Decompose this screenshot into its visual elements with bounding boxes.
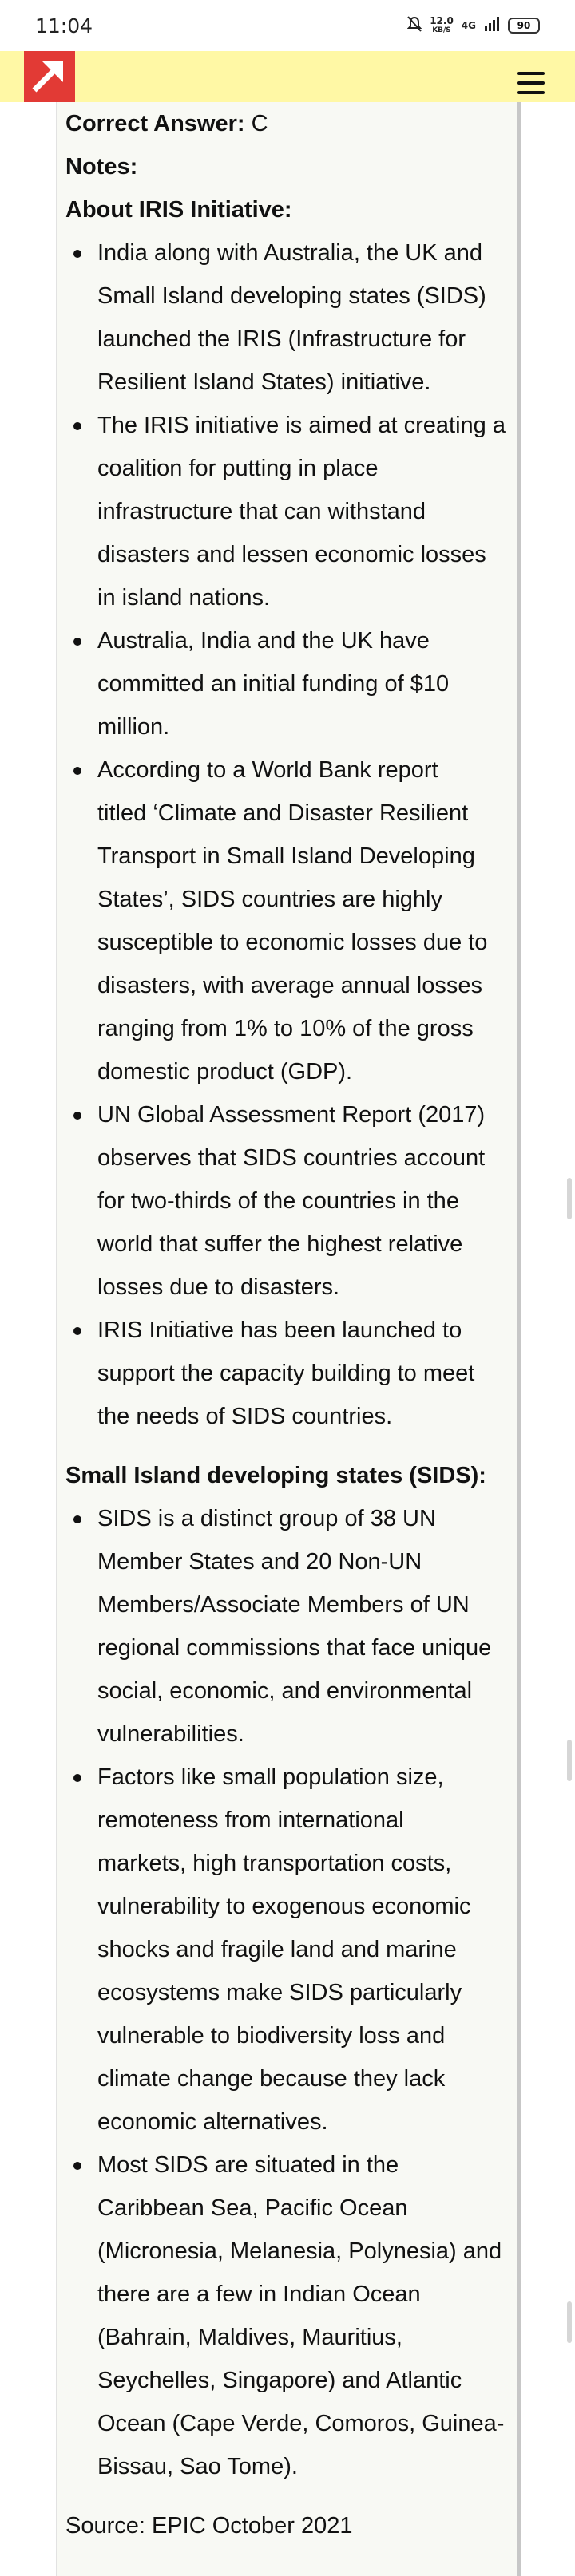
line: markets, high transportation costs, xyxy=(97,1851,452,1876)
mute-icon xyxy=(407,16,422,35)
line: susceptible to economic losses due to xyxy=(97,930,488,955)
line: disasters and lessen economic losses xyxy=(97,542,486,567)
list-item xyxy=(65,1309,513,1438)
list-item xyxy=(65,404,513,619)
iris-bullet-list xyxy=(65,231,513,1438)
answer-label: Correct Answer: xyxy=(65,111,245,136)
answer-value: C xyxy=(251,111,268,136)
status-bar xyxy=(0,0,575,51)
network-speed-value: 12.0 xyxy=(430,15,454,26)
line: observes that SIDS countries account xyxy=(97,1145,486,1171)
status-time: 11:04 xyxy=(35,14,93,38)
site-logo[interactable] xyxy=(24,51,75,102)
line: disasters, with average annual losses xyxy=(97,973,482,998)
line: social, economic, and environmental xyxy=(97,1678,473,1704)
line: committed an initial funding of $10 xyxy=(97,671,450,697)
line: in island nations. xyxy=(97,585,271,610)
line: Caribbean Sea, Pacific Ocean xyxy=(97,2195,408,2221)
line: Seychelles, Singapore) and Atlantic xyxy=(97,2368,462,2393)
line: IRIS Initiative has been launched to xyxy=(97,1318,462,1343)
list-item xyxy=(65,2143,513,2488)
line: support the capacity building to meet xyxy=(97,1361,475,1386)
line: According to a World Bank report xyxy=(97,757,438,783)
spacer xyxy=(65,1438,513,1454)
line: domestic product (GDP). xyxy=(97,1059,353,1085)
line: economic alternatives. xyxy=(97,2109,328,2135)
correct-answer xyxy=(65,102,513,145)
line: losses due to disasters. xyxy=(97,1274,340,1300)
line: Members/Associate Members of UN xyxy=(97,1592,470,1618)
site-header xyxy=(0,51,575,102)
spacer xyxy=(65,2488,513,2504)
line: (Micronesia, Melanesia, Polynesia) and xyxy=(97,2238,502,2264)
line: Small Island developing states (SIDS) xyxy=(97,283,486,309)
network-speed xyxy=(430,16,454,35)
status-indicators xyxy=(407,16,540,35)
article-content xyxy=(65,102,513,2547)
line: vulnerabilities. xyxy=(97,1721,244,1747)
line: ecosystems make SIDS particularly xyxy=(97,1980,462,2005)
line: million. xyxy=(97,714,170,740)
line: there are a few in Indian Ocean xyxy=(97,2282,421,2307)
sids-bullet-list xyxy=(65,1497,513,2488)
list-item xyxy=(65,1497,513,1756)
line: Member States and 20 Non-UN xyxy=(97,1549,422,1574)
scroll-indicator[interactable] xyxy=(567,1740,572,1781)
diagonal-arrow-icon xyxy=(28,53,71,100)
line: The IRIS initiative is aimed at creating a xyxy=(97,413,506,438)
line: States’, SIDS countries are highly xyxy=(97,887,442,912)
list-item xyxy=(65,1093,513,1309)
line: UN Global Assessment Report (2017) xyxy=(97,1102,486,1128)
battery-icon xyxy=(508,18,540,34)
list-item xyxy=(65,231,513,404)
line: SIDS is a distinct group of 38 UN xyxy=(97,1506,436,1531)
line: Australia, India and the UK have xyxy=(97,628,430,654)
line: vulnerable to biodiversity loss and xyxy=(97,2023,446,2049)
section-title-sids: Small Island developing states (SIDS): xyxy=(65,1463,486,1488)
line: shocks and fragile land and marine xyxy=(97,1937,457,1962)
line: infrastructure that can withstand xyxy=(97,499,426,524)
line: the needs of SIDS countries. xyxy=(97,1404,393,1429)
line: Resilient Island States) initiative. xyxy=(97,369,431,395)
line: (Bahrain, Maldives, Mauritius, xyxy=(97,2325,402,2350)
line: titled ‘Climate and Disaster Resilient xyxy=(97,800,469,826)
line: vulnerability to exogenous economic xyxy=(97,1894,471,1919)
line: climate change because they lack xyxy=(97,2066,446,2092)
line: launched the IRIS (Infrastructure for xyxy=(97,326,466,352)
line: regional commissions that face unique xyxy=(97,1635,492,1661)
line: Bissau, Sao Tome). xyxy=(97,2454,298,2479)
hamburger-menu-icon[interactable] xyxy=(518,72,545,94)
network-type: 4G xyxy=(461,20,476,31)
line: Factors like small population size, xyxy=(97,1764,444,1790)
line: remoteness from international xyxy=(97,1808,404,1833)
list-item xyxy=(65,1756,513,2143)
line: India along with Australia, the UK and xyxy=(97,240,483,266)
line: for two-thirds of the countries in the xyxy=(97,1188,459,1214)
line: Ocean (Cape Verde, Comoros, Guinea- xyxy=(97,2411,505,2436)
list-item xyxy=(65,749,513,1093)
source-line: Source: EPIC October 2021 xyxy=(65,2513,353,2538)
line: world that suffer the highest relative xyxy=(97,1231,463,1257)
line: ranging from 1% to 10% of the gross xyxy=(97,1016,474,1041)
line: Most SIDS are situated in the xyxy=(97,2152,399,2178)
scroll-indicator[interactable] xyxy=(567,1178,572,1219)
line: coalition for putting in place xyxy=(97,456,379,481)
notes-label: Notes: xyxy=(65,154,138,180)
line: Transport in Small Island Developing xyxy=(97,844,475,869)
network-speed-unit: KB/S xyxy=(432,26,451,34)
scroll-indicator[interactable] xyxy=(567,2301,572,2343)
list-item xyxy=(65,619,513,749)
section-title-iris: About IRIS Initiative: xyxy=(65,197,292,223)
battery-level: 90 xyxy=(517,20,531,31)
signal-icon xyxy=(484,17,500,34)
